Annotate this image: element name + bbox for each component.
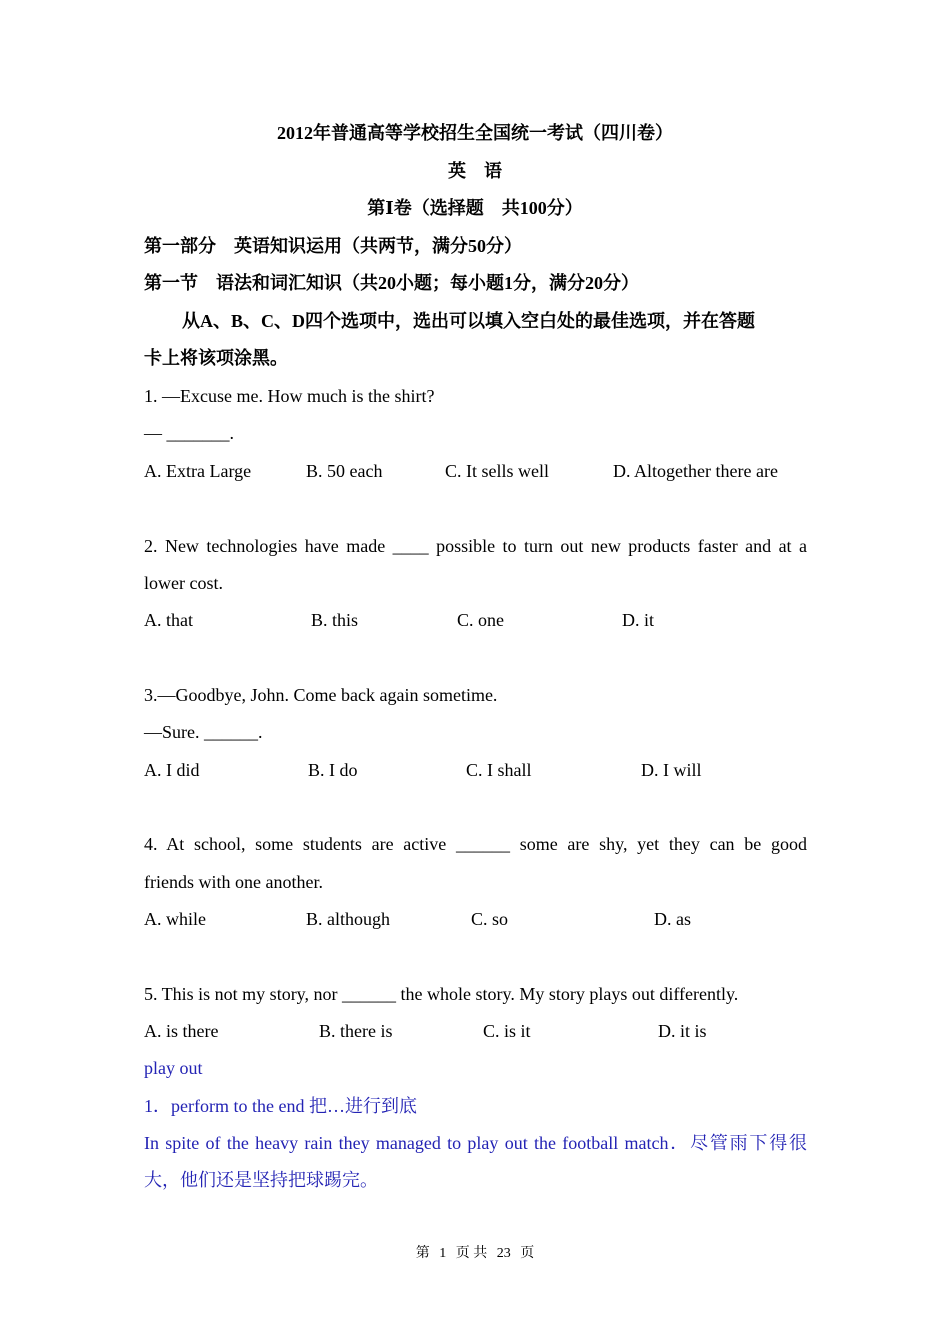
footer-total-pages: 23 [496, 1246, 511, 1261]
footer-end: 页 [520, 1246, 535, 1261]
question-3-option-c: C. I shall [466, 760, 532, 780]
note-example-line-2: 大，他们还是坚持把球踢完。 [144, 1170, 378, 1190]
question-5-option-b: B. there is [319, 1021, 393, 1041]
question-5-stem: 5. This is not my story, nor ______ the whole story. My story plays out differently. [144, 984, 739, 1004]
instruction-line-2: 卡上将该项涂黑。 [144, 348, 288, 368]
question-3-option-d: D. I will [641, 760, 702, 780]
question-2-option-d: D. it [622, 610, 655, 630]
question-2-stem: 2. New technologies have made ____ possible to turn out new products faster and at a [144, 536, 807, 556]
question-1-option-c: C. It sells well [445, 461, 549, 481]
question-5-option-d: D. it is [658, 1021, 707, 1041]
instruction-line-1: 从A、B、C、D四个选项中，选出可以填入空白处的最佳选项，并在答题 [182, 311, 755, 331]
note-definition: 1．perform to the end 把…进行到底 [144, 1096, 417, 1116]
question-1-option-a: A. Extra Large [144, 461, 252, 481]
question-1-response: — _______. [144, 423, 234, 443]
note-heading: play out [144, 1058, 203, 1078]
question-4-option-d: D. as [654, 909, 691, 929]
question-4-option-b: B. although [306, 909, 390, 929]
question-3-response: —Sure. ______. [144, 722, 263, 742]
question-4-option-a: A. while [144, 909, 206, 929]
question-4-stem: 4. At school, some students are active ______ some are shy, yet they can be good [144, 834, 807, 854]
note-example-line-1: In spite of the heavy rain they managed to play out the football match．尽管雨下得很 [144, 1133, 807, 1153]
question-2-option-c: C. one [457, 610, 504, 630]
footer-mid: 页 共 [455, 1246, 488, 1261]
question-1-option-d: D. Altogether there are [613, 461, 778, 481]
question-4-stem-cont: friends with one another. [144, 872, 323, 892]
question-4-option-c: C. so [471, 909, 509, 929]
question-1-stem: 1. —Excuse me. How much is the shirt? [144, 386, 435, 406]
volume-title: 第Ⅰ卷（选择题 共100分） [367, 198, 583, 218]
question-3-option-a: A. I did [144, 760, 200, 780]
question-3-stem: 3.—Goodbye, John. Come back again sometime. [144, 685, 498, 705]
part-heading: 第一部分 英语知识运用（共两节，满分50分） [144, 236, 522, 256]
section-heading: 第一节 语法和词汇知识（共20小题；每小题1分，满分20分） [144, 273, 639, 293]
subject-title: 英 语 [448, 161, 502, 181]
question-5-option-a: A. is there [144, 1021, 219, 1041]
page-footer [0, 1244, 950, 1264]
question-5-option-c: C. is it [483, 1021, 531, 1041]
question-1-option-b: B. 50 each [306, 461, 383, 481]
question-2-option-b: B. this [311, 610, 359, 630]
footer-page-number: 1 [439, 1246, 447, 1261]
question-3-option-b: B. I do [308, 760, 358, 780]
question-2-option-a: A. that [144, 610, 193, 630]
footer-label: 第 [415, 1246, 430, 1261]
exam-title: 2012年普通高等学校招生全国统一考试（四川卷） [277, 123, 673, 143]
question-2-stem-cont: lower cost. [144, 573, 223, 593]
